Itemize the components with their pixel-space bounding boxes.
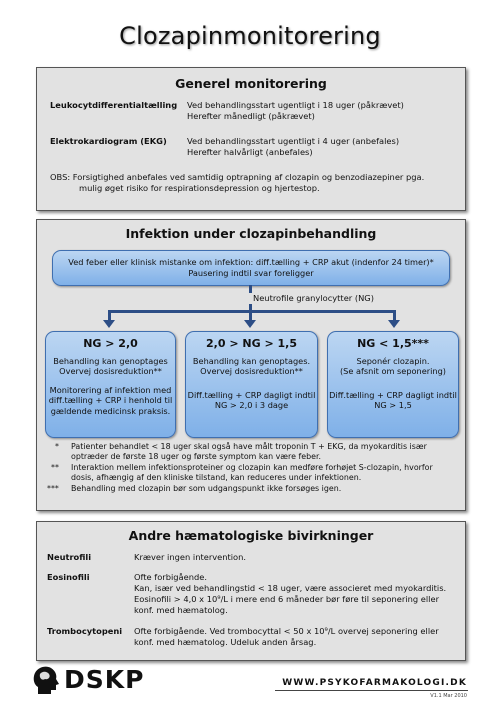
ng-low-b1: Diff.tælling + CRP dagligt indtil bbox=[329, 389, 457, 400]
fever-box bbox=[52, 250, 450, 286]
trombocytopeni-line1: Ofte forbigående. Ved trombocyttal < 50 x 10⁹/L overvej seponering eller bbox=[134, 626, 439, 636]
leukocyte-line2: Herefter månedligt (påkrævet) bbox=[187, 111, 315, 121]
ng-low-a2: (Se afsnit om seponering) bbox=[339, 366, 447, 376]
arrow-branch bbox=[108, 310, 396, 313]
trombocytopeni-label: Trombocytopeni bbox=[47, 626, 123, 636]
leukocyte-label: Leukocytdifferentialtælling bbox=[50, 100, 178, 110]
neutrofili-line1: Kræver ingen intervention. bbox=[134, 552, 247, 562]
ng-mid-a2: Overvej dosisreduktion** bbox=[200, 366, 303, 376]
general-monitoring-heading: Generel monitorering bbox=[175, 76, 327, 91]
other-effects-panel bbox=[36, 521, 466, 661]
eosinofili-line4: konf. med hæmatolog. bbox=[134, 605, 228, 615]
fever-line1: Ved feber eller klinisk mistanke om infektion: diff.tælling + CRP akut (indenfor 24 timer)* bbox=[68, 257, 434, 267]
ng-low-a1: Seponér clozapin. bbox=[356, 355, 430, 366]
eosinofili-line3: Eosinofili > 4,0 x 10⁹/L i mere end 6 måneder bør føre til seponering eller bbox=[134, 594, 439, 604]
fever-line2: Pausering indtil svar foreligger bbox=[188, 267, 314, 278]
ng-low-b2: NG > 1,5 bbox=[374, 400, 412, 410]
footnote-1-mark: * bbox=[55, 442, 59, 451]
ng-high-b1: Monitorering af infektion med bbox=[49, 384, 172, 395]
infection-panel bbox=[36, 219, 466, 511]
arrowhead-left bbox=[103, 320, 115, 328]
trombocytopeni-line2: konf. med hæmatolog. Udeluk anden årsag. bbox=[134, 637, 317, 647]
ng-high-b2: diff.tælling + CRP i henhold til bbox=[48, 395, 173, 405]
ng-mid-head: 2,0 > NG > 1,5 bbox=[206, 337, 297, 350]
ng-low-box bbox=[327, 331, 459, 438]
ekg-line2: Herefter halvårligt (anbefales) bbox=[187, 147, 313, 157]
other-effects-heading: Andre hæmatologiske bivirkninger bbox=[128, 528, 374, 543]
neutrofili-label: Neutrofili bbox=[47, 552, 92, 562]
ng-high-box bbox=[45, 331, 176, 438]
page-title: Clozapinmonitorering bbox=[119, 22, 381, 50]
footnote-1-line2: optræder de første 18 uger og første symptom kan være feber. bbox=[71, 452, 321, 461]
ng-high-b3: gældende medicinsk praksis. bbox=[50, 405, 171, 416]
ekg-label: Elektrokardiogram (EKG) bbox=[50, 136, 167, 146]
eosinofili-label: Eosinofili bbox=[47, 572, 90, 582]
obs-line1: OBS: Forsigtighed anbefales ved samtidig optrapning af clozapin og benzodiazepiner pga. bbox=[50, 172, 425, 182]
footnote-2-line2: dosis, afhængig af den kliniske tilstand, kan reduceres under infektionen. bbox=[71, 473, 362, 482]
website-url[interactable]: WWW.PSYKOFARMAKOLOGI.DK bbox=[282, 678, 467, 688]
dskp-logo-text: DSKP bbox=[64, 665, 145, 694]
infection-heading: Infektion under clozapinbehandling bbox=[125, 226, 377, 241]
ng-high-head: NG > 2,0 bbox=[83, 337, 138, 350]
footnote-1-line1: Patienter behandlet < 18 uger skal også have målt troponin T + EKG, da myokarditis især bbox=[71, 442, 427, 451]
head-profile-icon bbox=[32, 665, 60, 695]
ekg-line1: Ved behandlingsstart ugentligt i 4 uger (anbefales) bbox=[187, 136, 400, 146]
general-monitoring-panel bbox=[36, 67, 466, 211]
leukocyte-line1: Ved behandlingsstart ugentligt i 18 uger (påkrævet) bbox=[187, 100, 404, 110]
ng-mid-box bbox=[185, 331, 318, 438]
footnote-3-mark: *** bbox=[47, 484, 59, 493]
ng-mid-b2: NG > 2,0 i 3 dage bbox=[214, 400, 289, 410]
arrowhead-right bbox=[388, 320, 400, 328]
footnote-2-line1: Interaktion mellem infektionsproteiner og clozapin kan medføre forhøjet S-clozapin, hvorfor bbox=[71, 463, 433, 472]
eosinofili-line2: Kan, især ved behandlingstid < 18 uger, være associeret med myokarditis. bbox=[134, 583, 447, 593]
footnote-3-line1: Behandling med clozapin bør som udgangspunkt ikke forsøges igen. bbox=[71, 484, 342, 493]
ng-mid-b1: Diff.tælling + CRP dagligt indtil bbox=[187, 389, 316, 400]
obs-line2: mulig øget risiko for respirationsdepression og hjertestop. bbox=[79, 183, 320, 193]
ng-high-a2: Overvej dosisreduktion** bbox=[59, 366, 162, 376]
ng-mid-a1: Behandling kan genoptages. bbox=[192, 355, 311, 366]
ng-label: Neutrofile granylocytter (NG) bbox=[249, 293, 374, 304]
version-label: V1.1 Mar 2010 bbox=[430, 693, 467, 699]
ng-high-a1: Behandling kan genoptages bbox=[53, 355, 168, 366]
eosinofili-line1: Ofte forbigående. bbox=[134, 572, 208, 582]
arrowhead-mid bbox=[244, 320, 256, 328]
ng-low-head: NG < 1,5*** bbox=[357, 337, 429, 350]
footer-divider bbox=[275, 690, 468, 691]
footnote-2-mark: ** bbox=[51, 463, 59, 472]
